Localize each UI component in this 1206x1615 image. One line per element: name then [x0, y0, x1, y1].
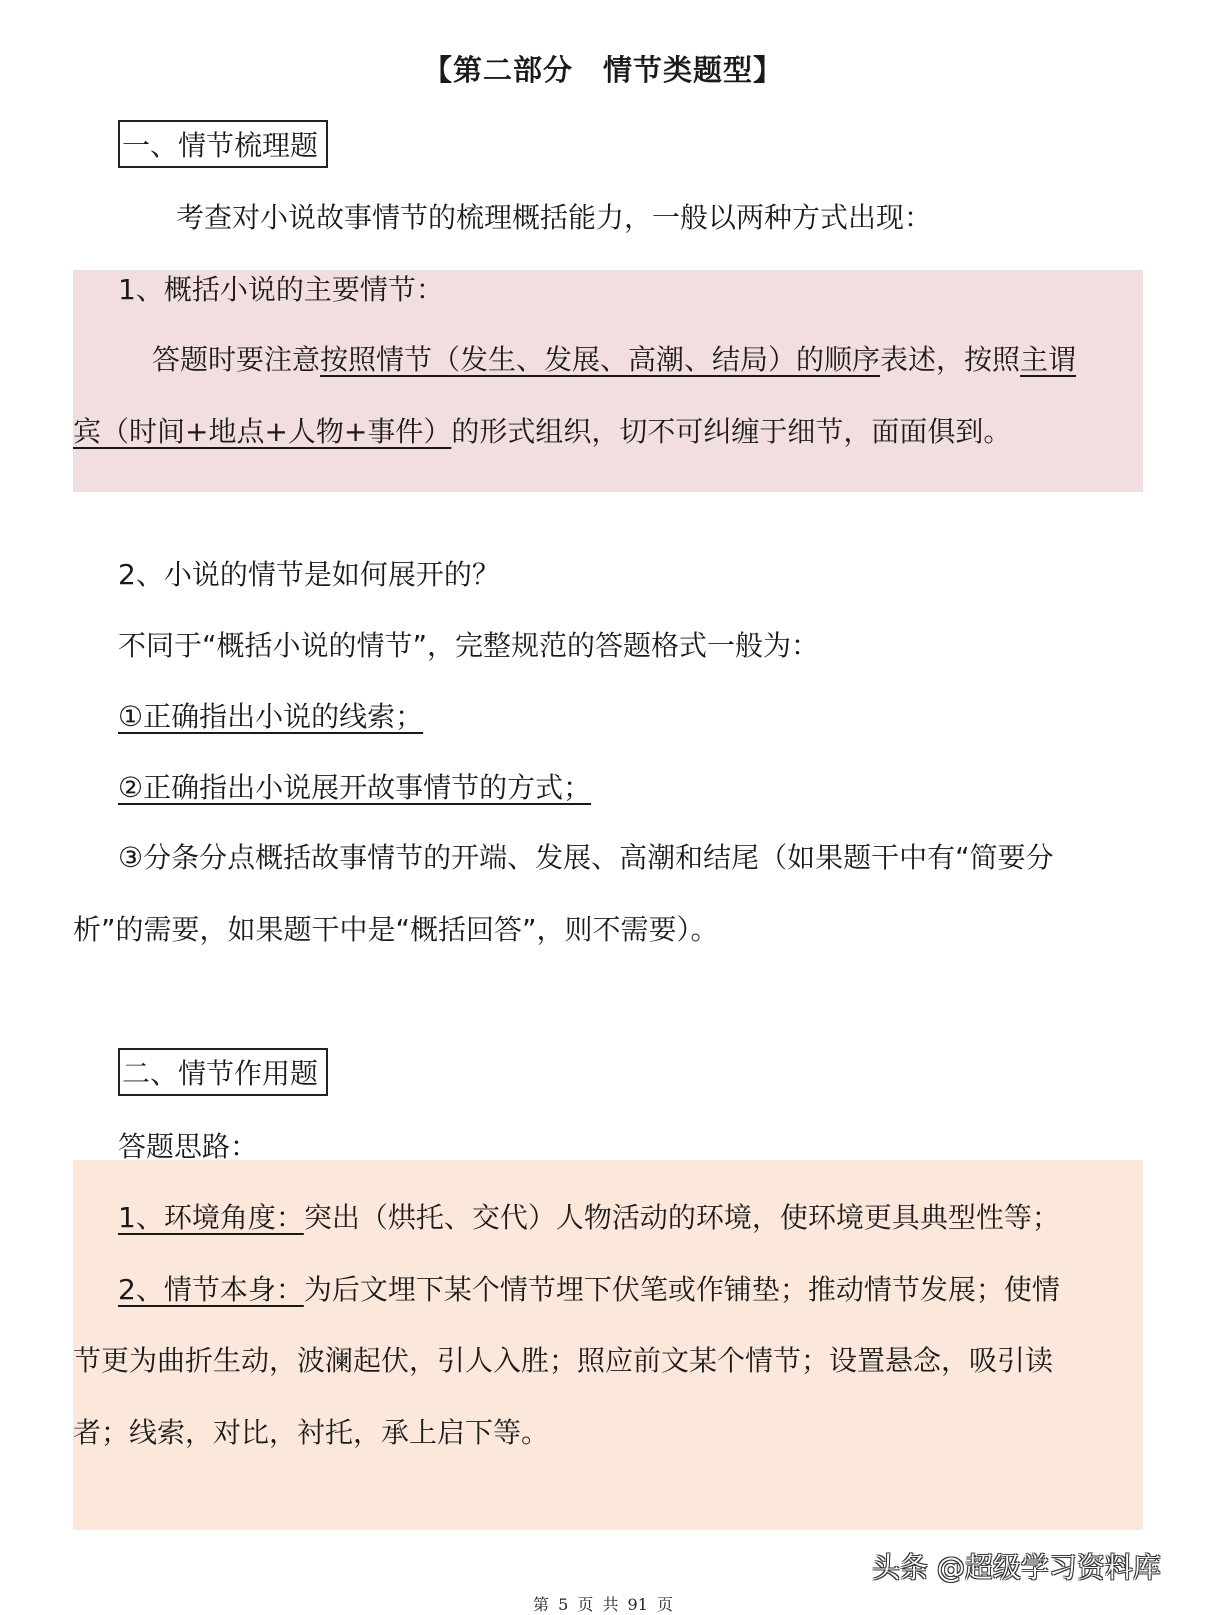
underlined-text: 2、情节本身： [118, 1273, 304, 1306]
text: 突出（烘托、交代）人物活动的环境，使环境更具典型性等； [303, 1201, 1060, 1234]
item2-label: 2、小说的情节是如何展开的？ [118, 558, 500, 591]
item1-label: 1、概括小说的主要情节： [118, 273, 444, 306]
item2-point-2: ②正确指出小说展开故事情节的方式； [118, 771, 592, 804]
item2-intro: 不同于“概括小说的情节”，完整规范的答题格式一般为： [118, 629, 820, 662]
item2-point-1: ①正确指出小说的线索； [118, 700, 424, 733]
text: 的形式组织，切不可纠缠于细节，面面俱到。 [451, 415, 1012, 448]
underlined-text: 主谓 [1020, 343, 1077, 376]
answer-point-1 [118, 1198, 1060, 1238]
underlined-text: 按照情节（发生、发展、高潮、结局）的顺序 [320, 343, 881, 376]
section-heading-1: 一、情节梳理题 [118, 120, 328, 168]
text: 表述，按照 [880, 343, 1021, 376]
item1-paragraph-line1 [152, 340, 1076, 380]
text: 答题时要注意 [152, 343, 321, 376]
section1-intro: 考查对小说故事情节的梳理概括能力，一般以两种方式出现： [176, 201, 933, 234]
watermark: 头条 @超级学习资料库 [872, 1551, 1161, 1584]
underlined-text: 宾（时间+地点+人物+事件） [73, 415, 452, 448]
answer-point-2-line2: 节更为曲折生动，波澜起伏，引人入胜；照应前文某个情节；设置悬念，吸引读 [73, 1344, 1054, 1377]
item2-point-3-line1: ③分条分点概括故事情节的开端、发展、高潮和结尾（如果题干中有“简要分 [118, 841, 1054, 874]
underlined-text: 1、环境角度： [118, 1201, 304, 1234]
section-heading-2: 二、情节作用题 [118, 1048, 328, 1096]
text: 为后文埋下某个情节埋下伏笔或作铺垫；推动情节发展；使情 [303, 1273, 1060, 1306]
answer-point-2-line1 [118, 1270, 1060, 1310]
item2-point-3-line2: 析”的需要，如果题干中是“概括回答”，则不需要）。 [73, 913, 719, 946]
answer-approach-label: 答题思路： [118, 1130, 259, 1163]
item1-paragraph-line2 [73, 412, 1011, 452]
page-title: 【第二部分 情节类题型】 [422, 53, 783, 87]
answer-point-2-line3: 者；线索，对比，衬托，承上启下等。 [73, 1416, 550, 1449]
page-footer: 第 5 页 共 91 页 [533, 1595, 673, 1614]
